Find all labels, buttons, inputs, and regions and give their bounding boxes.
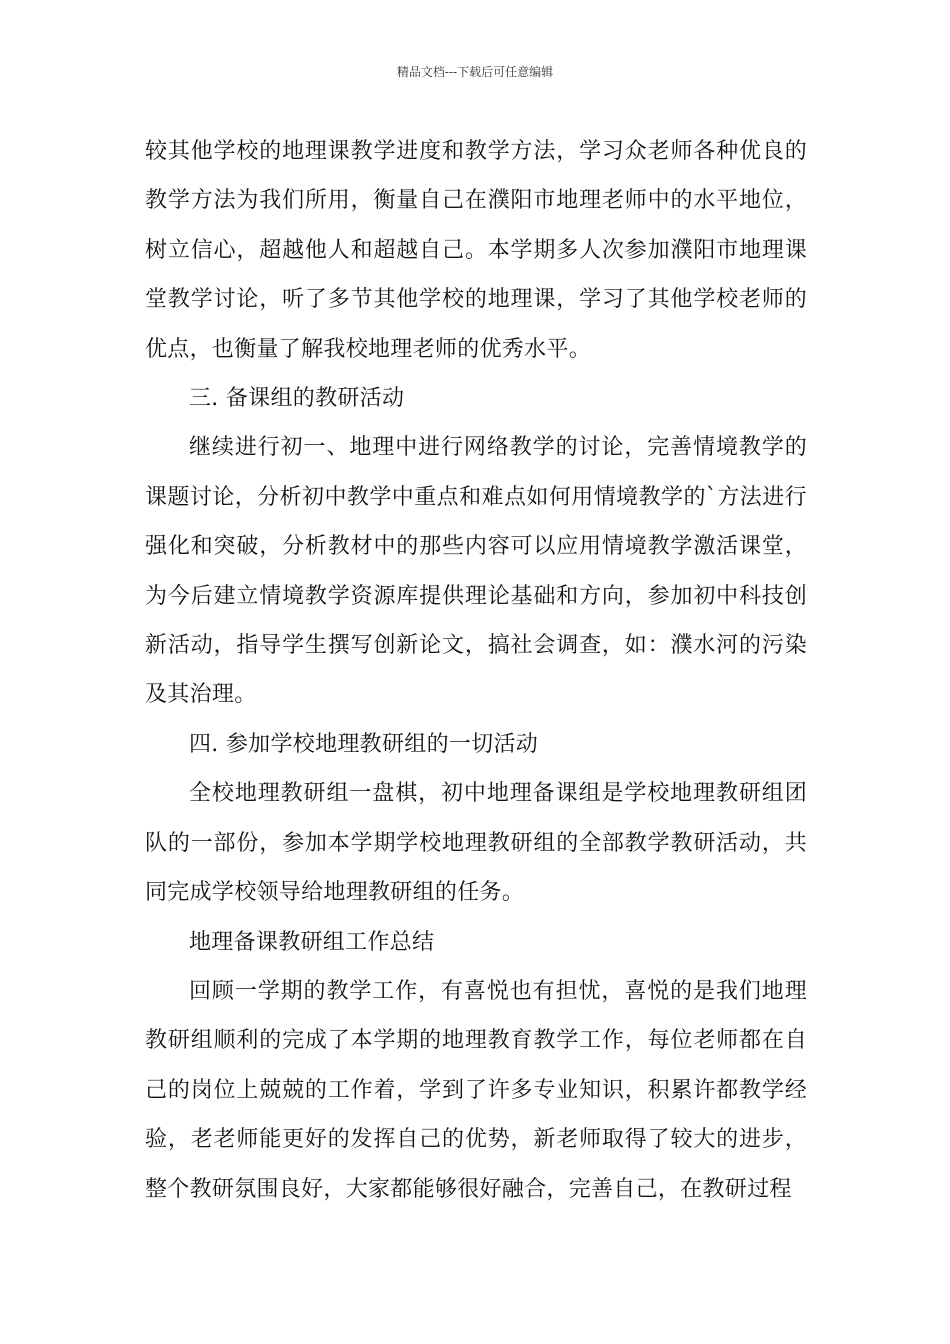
paragraph-section-3: 继续进行初一、地理中进行网络教学的讨论，完善情境教学的课题讨论，分析初中教学中重点和难点如何用情境教学的`方法进行强化和突破，分析教材中的那些内容可以应用情境教学激活课堂，为今后建立情境教学资源库提供理论基础和方向，参加初中科技创新活动，指导学生撰写创新论文，搞社会调查，如：濮水河的污染及其治理。 bbox=[145, 435, 807, 708]
document-title: 地理备课教研组工作总结 bbox=[189, 929, 435, 955]
paragraph-intro-continued: 较其他学校的地理课教学进度和教学方法，学习众老师各种优良的教学方法为我们所用，衡量自己在濮阳市地理老师中的水平地位，树立信心，超越他人和超越自己。本学期多人次参加濮阳市地理课堂教学讨论，听了多节其他学校的地理课，学习了其他学校老师的优点，也衡量了解我校地理老师的优秀水平。 bbox=[145, 139, 807, 362]
section-heading-3: 三. 备课组的教研活动 bbox=[189, 386, 405, 412]
section-heading-4: 四. 参加学校地理教研组的一切活动 bbox=[189, 731, 539, 757]
page-header: 精品文档---下载后可任意编辑 bbox=[396, 65, 554, 79]
document-body bbox=[145, 127, 807, 1214]
paragraph-section-4: 全校地理教研组一盘棋，初中地理备课组是学校地理教研组团队的一部份，参加本学期学校地理教研组的全部教学教研活动，共同完成学校领导给地理教研组的任务。 bbox=[145, 781, 807, 906]
paragraph-summary: 回顾一学期的教学工作，有喜悦也有担忧，喜悦的是我们地理教研组顺利的完成了本学期的地理教育教学工作，每位老师都在自己的岗位上兢兢的工作着，学到了许多专业知识，积累许都教学经验，老老师能更好的发挥自己的优势，新老师取得了较大的进步，整个教研氛围良好，大家都能够很好融合，完善自己，在教研过程 bbox=[145, 978, 807, 1202]
